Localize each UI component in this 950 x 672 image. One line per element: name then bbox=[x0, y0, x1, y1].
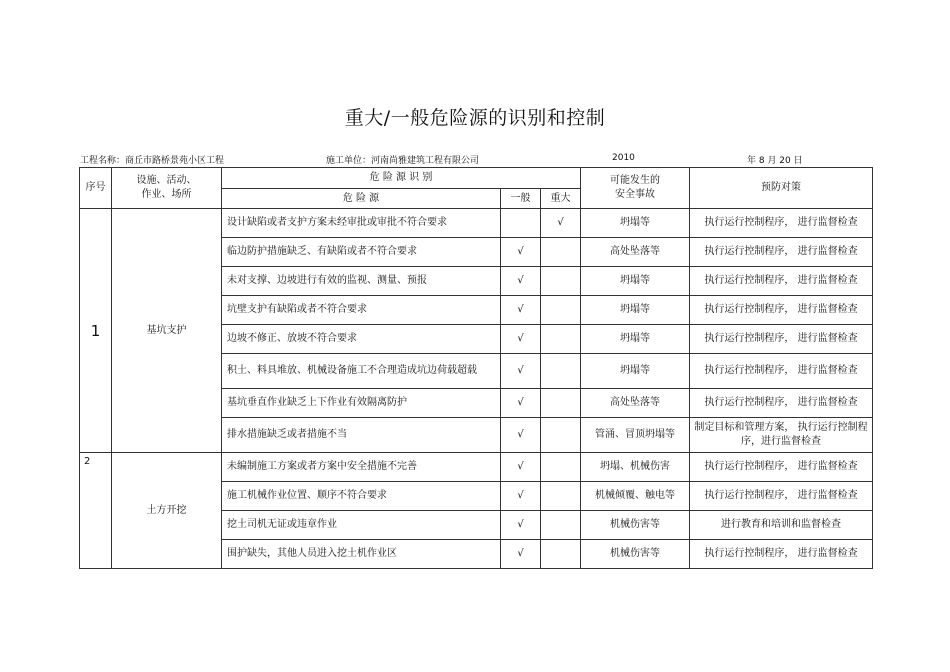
measure-cell: 执行运行控制程序， 进行监督检查 bbox=[690, 209, 873, 238]
header-facility bbox=[112, 168, 222, 209]
measure-cell: 执行运行控制程序， 进行监督检查 bbox=[690, 238, 873, 267]
general-mark: √ bbox=[501, 354, 541, 389]
accident-cell: 机械伤害等 bbox=[581, 540, 690, 569]
header-accident-line1: 可能发生的 bbox=[610, 175, 660, 186]
hazard-cell: 坑壁支护有缺陷或者不符合要求 bbox=[222, 296, 501, 325]
major-mark bbox=[541, 482, 581, 511]
header-accident-line2: 安全事故 bbox=[615, 189, 655, 200]
accident-cell: 坍塌等 bbox=[581, 325, 690, 354]
hazard-cell: 未对支撑、边坡进行有效的监视、测量、预报 bbox=[222, 267, 501, 296]
general-mark: √ bbox=[501, 389, 541, 418]
header-facility-line2: 作业、场所 bbox=[141, 189, 192, 200]
measure-cell: 执行运行控制程序， 进行监督检查 bbox=[690, 540, 873, 569]
project-name: 工程名称：商丘市路桥景苑小区工程 bbox=[80, 156, 225, 166]
general-mark: √ bbox=[501, 540, 541, 569]
document-title: 重大/一般危险源的识别和控制 bbox=[344, 107, 606, 129]
general-mark: √ bbox=[501, 418, 541, 453]
header-row-1 bbox=[80, 168, 873, 189]
general-mark bbox=[501, 209, 541, 238]
accident-cell: 坍塌、机械伤害 bbox=[581, 453, 690, 482]
accident-cell: 坍塌等 bbox=[581, 209, 690, 238]
group-seq: 2 bbox=[80, 453, 112, 569]
hazard-cell: 设计缺陷或者支护方案未经审批或审批不符合要求 bbox=[222, 209, 501, 238]
header-accident bbox=[581, 168, 690, 209]
accident-cell: 坍塌等 bbox=[581, 267, 690, 296]
hazard-cell: 挖土司机无证或违章作业 bbox=[222, 511, 501, 540]
table-body bbox=[80, 209, 873, 569]
accident-cell: 高处坠落等 bbox=[581, 238, 690, 267]
major-mark bbox=[541, 267, 581, 296]
hazard-cell: 施工机械作业位置、顺序不符合要求 bbox=[222, 482, 501, 511]
accident-cell: 坍塌等 bbox=[581, 296, 690, 325]
measure-cell: 执行运行控制程序， 进行监督检查 bbox=[690, 267, 873, 296]
measure-cell: 进行教育和培训和监督检查 bbox=[690, 511, 873, 540]
header-hazard: 危 险 源 bbox=[222, 189, 501, 209]
major-mark: √ bbox=[541, 209, 581, 238]
general-mark: √ bbox=[501, 267, 541, 296]
measure-cell: 执行运行控制程序， 进行监督检查 bbox=[690, 325, 873, 354]
header-facility-line1: 设施、活动、 bbox=[136, 175, 197, 186]
measure-cell: 执行运行控制程序， 进行监督检查 bbox=[690, 354, 873, 389]
header-seq: 序号 bbox=[80, 168, 112, 209]
general-mark: √ bbox=[501, 238, 541, 267]
hazard-cell: 围护缺失，其他人员进入挖土机作业区 bbox=[222, 540, 501, 569]
major-mark bbox=[541, 354, 581, 389]
general-mark: √ bbox=[501, 325, 541, 354]
header-measures: 预防对策 bbox=[690, 168, 873, 209]
header-identification: 危 险 源 识 别 bbox=[222, 168, 581, 189]
table-row bbox=[80, 453, 873, 482]
measure-cell: 执行运行控制程序， 进行监督检查 bbox=[690, 453, 873, 482]
hazard-cell: 排水措施缺乏或者措施不当 bbox=[222, 418, 501, 453]
hazard-table bbox=[79, 167, 873, 569]
measure-cell: 执行运行控制程序， 进行监督检查 bbox=[690, 296, 873, 325]
general-mark: √ bbox=[501, 482, 541, 511]
header-major: 重大 bbox=[541, 189, 581, 209]
measure-cell: 执行运行控制程序， 进行监督检查 bbox=[690, 389, 873, 418]
major-mark bbox=[541, 453, 581, 482]
group-facility: 基坑支护 bbox=[112, 209, 222, 453]
group-seq: 1 bbox=[80, 209, 112, 453]
hazard-cell: 未编制施工方案或者方案中安全措施不完善 bbox=[222, 453, 501, 482]
hazard-cell: 临边防护措施缺乏、有缺陷或者不符合要求 bbox=[222, 238, 501, 267]
report-date: 年 8 月 20 日 bbox=[747, 156, 803, 166]
measure-cell: 执行运行控制程序， 进行监督检查 bbox=[690, 482, 873, 511]
hazard-cell: 边坡不修正、放坡不符合要求 bbox=[222, 325, 501, 354]
major-mark bbox=[541, 238, 581, 267]
major-mark bbox=[541, 389, 581, 418]
table-row bbox=[80, 209, 873, 238]
accident-cell: 机械伤害等 bbox=[581, 511, 690, 540]
major-mark bbox=[541, 418, 581, 453]
accident-cell: 坍塌等 bbox=[581, 354, 690, 389]
group-facility: 土方开挖 bbox=[112, 453, 222, 569]
major-mark bbox=[541, 540, 581, 569]
hazard-cell: 积土、料具堆放、机械设备施工不合理造成坑边荷载超载 bbox=[222, 354, 501, 389]
header-general: 一般 bbox=[501, 189, 541, 209]
major-mark bbox=[541, 325, 581, 354]
accident-cell: 机械倾覆、触电等 bbox=[581, 482, 690, 511]
accident-cell: 高处坠落等 bbox=[581, 389, 690, 418]
measure-cell: 制定目标和管理方案， 执行运行控制程序，进行监督检查 bbox=[690, 418, 873, 453]
hazard-cell: 基坑垂直作业缺乏上下作业有效隔离防护 bbox=[222, 389, 501, 418]
report-year: 2010 bbox=[612, 153, 635, 163]
general-mark: √ bbox=[501, 296, 541, 325]
major-mark bbox=[541, 511, 581, 540]
general-mark: √ bbox=[501, 511, 541, 540]
major-mark bbox=[541, 296, 581, 325]
construction-unit: 施工单位：河南尚雅建筑工程有限公司 bbox=[326, 156, 480, 166]
accident-cell: 管涌、冒顶坍塌等 bbox=[581, 418, 690, 453]
general-mark: √ bbox=[501, 453, 541, 482]
